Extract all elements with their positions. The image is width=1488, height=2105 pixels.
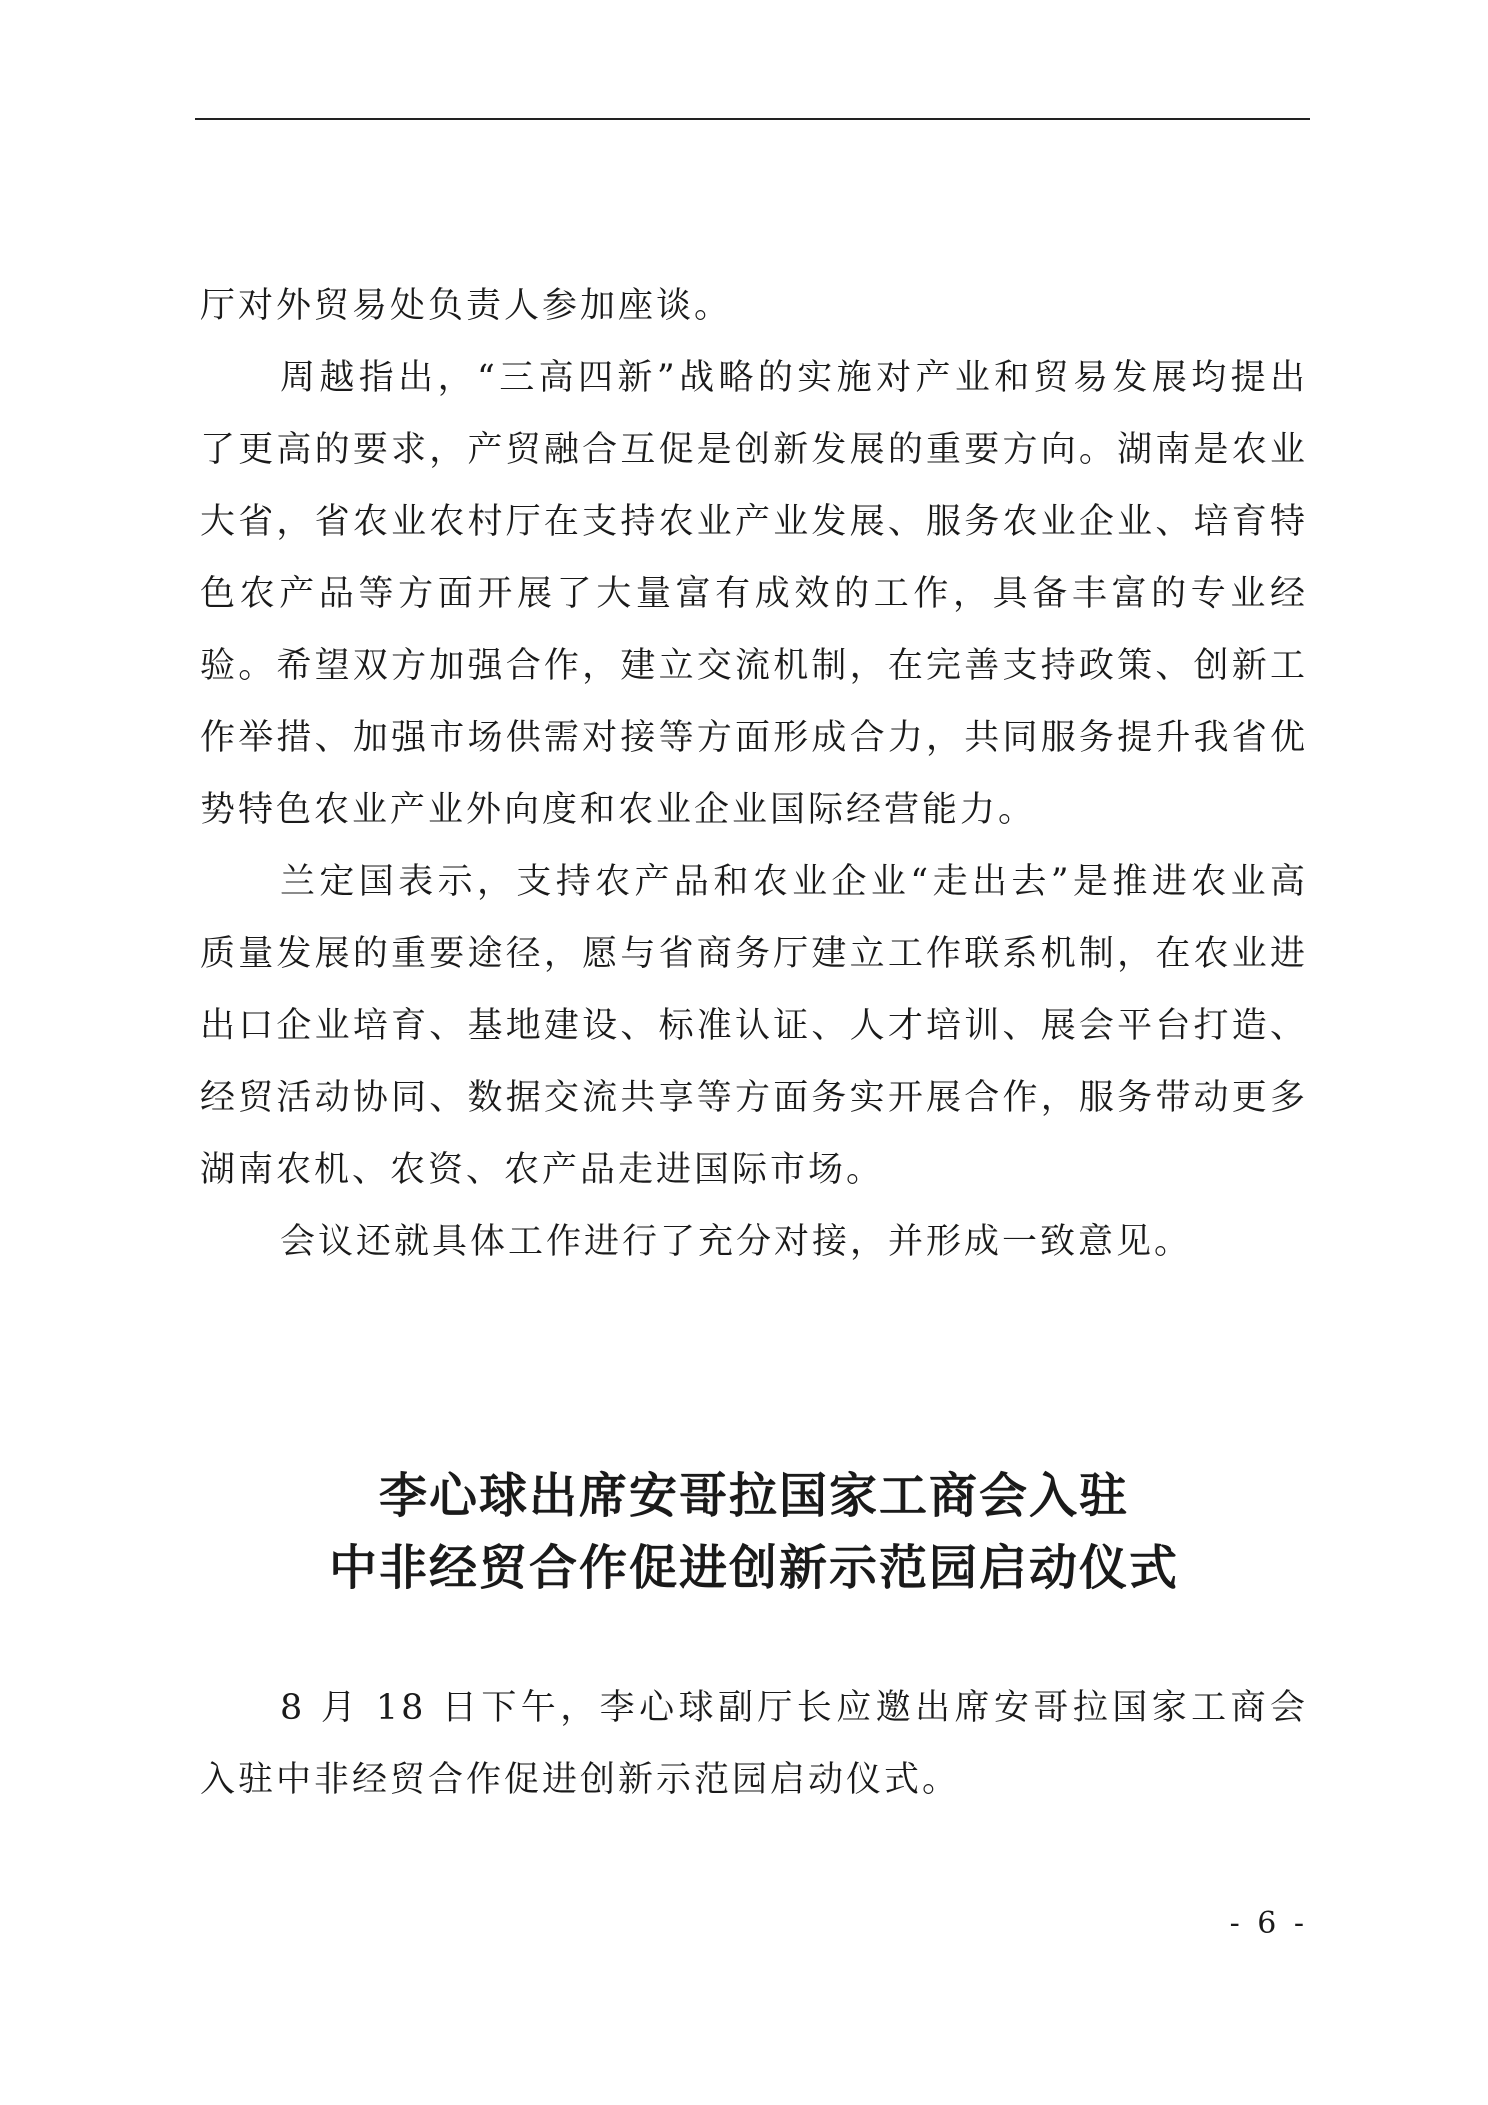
article-title-line-2: 中非经贸合作促进创新示范园启动仪式 [328, 1540, 1179, 1596]
article-paragraph-1: 8 月 18 日下午，李心球副厅长应邀出席安哥拉国家工商会入驻中非经贸合作促进创新示范园启动仪式。 [200, 1688, 1308, 1800]
article-body [200, 1672, 1308, 1816]
article-title-line-1: 李心球出席安哥拉国家工商会入驻 [378, 1468, 1129, 1524]
paragraph-2: 周越指出，“三高四新”战略的实施对产业和贸易发展均提出了更高的要求，产贸融合互促是创新发展的重要方向。湖南是农业大省，省农业农村厅在支持农业产业发展、服务农业企业、培育特色农产品等方面开展了大量富有成效的工作，具备丰富的专业经验。希望双方加强合作，建立交流机制，在完善支持政策、创新工作举措、加强市场供需对接等方面形成合力，共同服务提升我省优势特色农业产业外向度和农业企业国际经营能力。 [200, 358, 1308, 830]
header-rule [195, 118, 1310, 120]
page-number: - 6 - [1229, 1906, 1308, 1941]
continued-text [200, 270, 1308, 1278]
paragraph-1: 厅对外贸易处负责人参加座谈。 [200, 286, 733, 326]
paragraph-4: 会议还就具体工作进行了充分对接，并形成一致意见。 [280, 1222, 1193, 1262]
article-title [200, 1460, 1308, 1604]
paragraph-3: 兰定国表示，支持农产品和农业企业“走出去”是推进农业高质量发展的重要途径，愿与省商务厅建立工作联系机制，在农业进出口企业培育、基地建设、标准认证、人才培训、展会平台打造、经贸活动协同、数据交流共享等方面务实开展合作，服务带动更多湖南农机、农资、农产品走进国际市场。 [200, 862, 1308, 1190]
